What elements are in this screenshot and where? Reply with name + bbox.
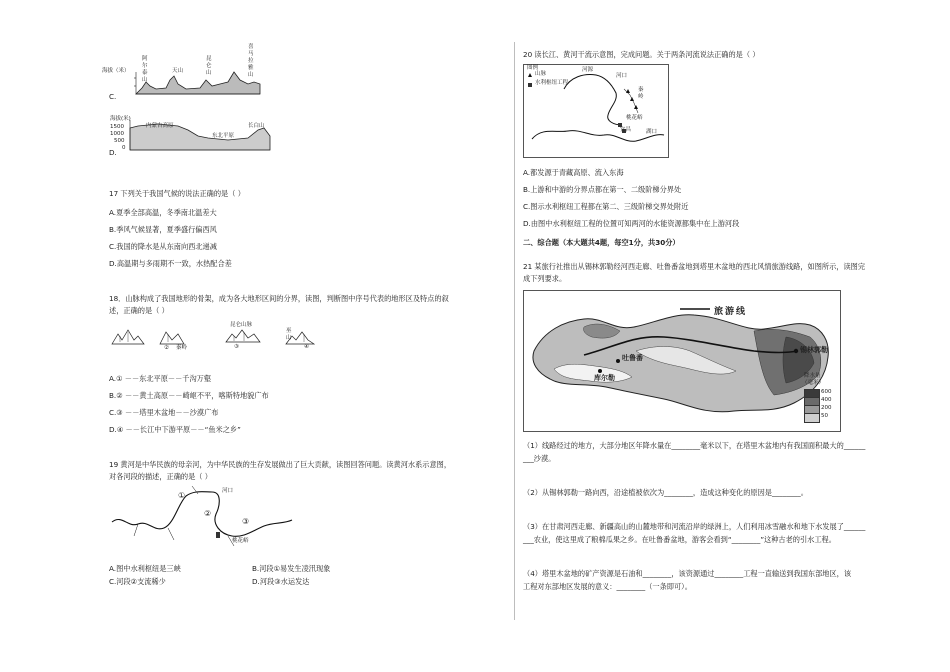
q21-legend-value: 50 (821, 413, 828, 419)
q18-option-d: D.④ －－长江中下游平原－－“鱼米之乡” (109, 425, 241, 434)
section-2-heading: 二、综合题（本大题共4题，每空1分，共30分） (523, 238, 680, 247)
q21-precipitation-map (524, 291, 840, 431)
q21-stem-line1: 21 某旅行社推出从锡林郭勒经河西走廊、吐鲁番盆地到塔里木盆地的西北风情旅游线路，如图所示，读图完 (523, 262, 866, 271)
q21-sub3-line1: （3）在甘肃河西走廊、新疆高山的山麓地带和河流沿岸的绿洲上，人们利用冰雪融水和地下水发展了______ (523, 522, 866, 531)
q18-label-kunlun: 昆仑山脉 (230, 322, 253, 328)
q20-option-a: A.都发源于青藏高原、流入东海 (523, 168, 624, 177)
profile-d-tick: 1000 (110, 131, 124, 137)
option-c-label: C. (109, 92, 117, 101)
q21-sub3-line2: ___农业，使这里成了粮棉瓜果之乡。在吐鲁番盆地，游客会看到“________”这种古老的引水工程。 (523, 535, 836, 544)
profile-c-label-himalaya: 喜马拉雅山 (248, 44, 254, 78)
q19-yellow-river-sketch (108, 484, 298, 548)
profile-c-label-kunlun: 昆仑山 (206, 56, 212, 76)
q18-label-qinling: 秦岭 (176, 345, 188, 351)
q20-legend-dam: 水利枢纽工程 (535, 80, 569, 86)
q19-figure (108, 484, 298, 548)
q18-option-b: B.② －－黄土高原－－崎岖不平，喀斯特地貌广布 (109, 391, 269, 400)
profile-d-chart (108, 116, 278, 156)
q17-stem: 17 下列关于我国气候的说法正确的是（ ） (109, 189, 245, 198)
q20-label-qinling: 秦岭 (638, 87, 644, 100)
profile-c-label-tianshan: 天山 (172, 68, 184, 74)
q18-stem-line1: 18．山脉构成了我国地形的骨架，成为各大地形区间的分界，读图，判断图中序号代表的地形区及特点的叙 (109, 294, 449, 303)
q20-river-map (524, 65, 668, 157)
q21-sub1-line1: （1）线路经过的地方，大部分地区年降水量在________毫米以下，在塔里木盆地内有我国面积最大的______ (523, 441, 866, 450)
profile-d-label-changbai: 长白山 (248, 123, 265, 129)
q20-label-huayuankou: 桃花峪 (626, 115, 643, 121)
profile-d-tick: 0 (122, 145, 126, 151)
q21-legend-value: 200 (821, 405, 832, 411)
q20-option-c: C.图示水利枢纽工程都在第二、三级阶梯交界处附近 (523, 202, 689, 211)
q18-label-num3: ③ (234, 344, 239, 350)
profile-d-ylabel: 海拔(米) (110, 116, 131, 122)
column-divider (514, 42, 515, 620)
q21-label-tulufan: 吐鲁番 (622, 354, 643, 362)
q21-legend-unit: （毫米） (802, 380, 825, 386)
q20-label-yichang: 宜昌 (620, 127, 632, 133)
q20-label-hukou: 湖口 (646, 129, 658, 135)
profile-d-label-dongbei: 东北平原 (212, 133, 235, 139)
q19-label-huayuankou: 桃花峪 (232, 538, 249, 544)
q21-sub4-line1: （4）塔里木盆地的矿产资源是石油和________，该资源通过________工程一直输送到我国东部地区，该 (523, 569, 852, 578)
q17-option-c: C.我国的降水是从东南向西北递减 (109, 242, 217, 251)
q21-legend-value: 400 (821, 397, 832, 403)
q18-figure (108, 322, 322, 360)
profile-c-chart (108, 42, 268, 100)
q17-option-b: B.季风气候显著，夏季盛行偏西风 (109, 225, 217, 234)
profile-d-label-neimenggu: 内蒙古高原 (146, 123, 174, 129)
q19-label-n2: ② (204, 509, 212, 518)
profile-c-figure (102, 42, 268, 100)
q19-label-hekou: 河口 (222, 488, 234, 494)
q19-label-n1: ① (178, 491, 186, 500)
q21-sub2: （2）从锡林郭勒一路向西，沿途植被依次为________，造成这种变化的原因是________。 (523, 488, 808, 497)
q21-label-kuerle: 库尔勒 (594, 374, 615, 382)
q18-option-a: A.① －－东北平原－－千沟万壑 (109, 374, 212, 383)
q21-legend-value: 600 (821, 389, 832, 395)
q18-stem-line2: 述，正确的是（ ） (109, 306, 169, 315)
q20-option-d: D.由图中水利枢纽工程的位置可知两河的水能资源都集中在上游河段 (523, 219, 740, 228)
q20-figure (523, 64, 669, 158)
profile-c-label-altai: 阿尔泰山 (142, 56, 148, 83)
profile-c-ylabel: 海拔（米） (102, 68, 130, 74)
q21-route-label: 旅游线 (714, 307, 748, 317)
q19-stem-line2: 对各河段的描述，正确的是（ ） (109, 472, 212, 481)
q20-label-heyuan: 河源 (582, 67, 594, 73)
q20-stem: 20 读长江、黄河干流示意图，完成问题。关于两条河流说法正确的是（ ） (523, 50, 760, 59)
q17-option-a: A.夏季全部高温，冬季南北温差大 (109, 208, 217, 217)
q19-option-c: C.河段②支流稀少 (109, 577, 166, 586)
q20-legend-title: 图例 (527, 65, 539, 71)
q19-label-n3: ③ (242, 517, 250, 526)
profile-d-figure (108, 116, 278, 156)
q18-option-c: C.③ －－塔里木盆地－－沙漠广布 (109, 408, 219, 417)
q21-sub1-line2: ___沙漠。 (523, 454, 556, 463)
q21-legend-swatch-50 (804, 413, 820, 423)
q20-option-b: B.上游和中游的分界点都在第一、二级阶梯分界处 (523, 185, 682, 194)
q21-legend-title: 降水量 (804, 373, 821, 379)
q21-label-xilinguole: 锡林郭勒 (800, 346, 828, 354)
q20-legend-mountain: 山脉 (535, 71, 547, 77)
q19-option-b: B.河段①易发生凌汛现象 (252, 564, 331, 573)
q18-label-wushan: 巫山 (286, 328, 292, 341)
q19-option-a: A.图中水利枢纽是三峡 (109, 564, 181, 573)
q18-label-num2: ② (164, 345, 169, 351)
q17-option-d: D.高温期与多雨期不一致，水热配合差 (109, 259, 232, 268)
q21-stem-line2: 成下列要求。 (523, 274, 567, 283)
q19-stem-line1: 19 黄河是中华民族的母亲河，为中华民族的生存发展做出了巨大贡献，读图回答问题。读黄河水系示意图， (109, 460, 452, 469)
q20-label-hekou: 河口 (616, 73, 628, 79)
q19-option-d: D.河段③水运发达 (252, 577, 310, 586)
profile-d-tick: 500 (114, 138, 125, 144)
option-d-label: D. (109, 148, 117, 157)
q18-label-num4: ④ (304, 344, 309, 350)
q21-sub4-line2: 工程对东部地区发展的意义：________（一条即可）。 (523, 582, 692, 591)
q21-map-figure (523, 290, 841, 432)
profile-d-tick: 1500 (110, 124, 124, 130)
